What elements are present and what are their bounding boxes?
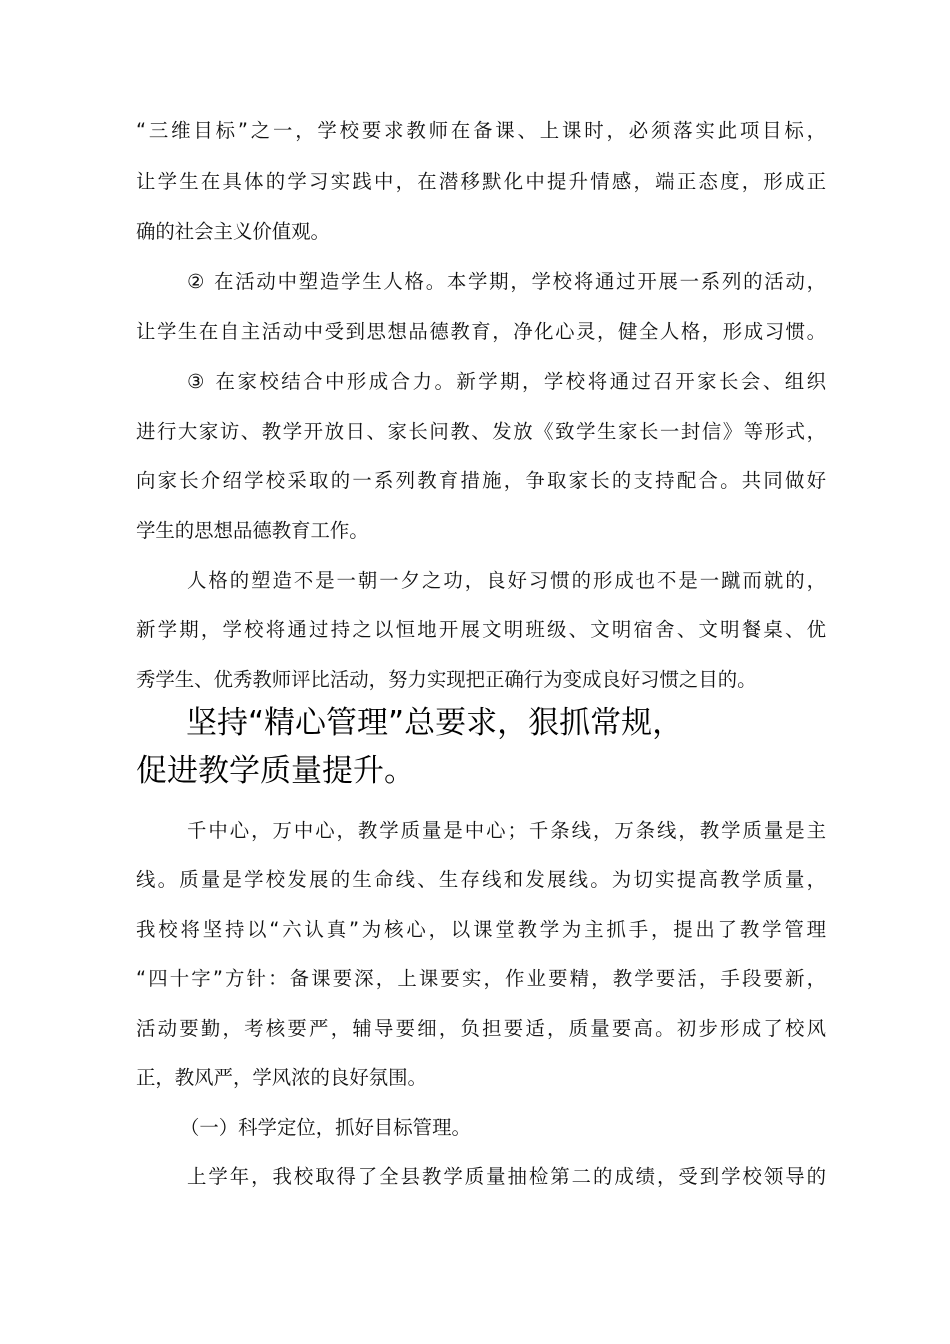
- paragraph-line: 学生的思想品德教育工作。: [136, 519, 369, 542]
- paragraph-line: 上学年，我校取得了全县教学质量抽检第二的成绩，受到学校领导的: [187, 1165, 826, 1188]
- paragraph-line: 线。质量是学校发展的生命线、生存线和发展线。为切实提高教学质量，: [136, 868, 826, 891]
- paragraph-line: 活动要勤，考核要严，辅导要细，负担要适，质量要高。初步形成了校风: [136, 1017, 826, 1040]
- paragraph-line: ③ 在家校结合中形成合力。新学期，学校将通过召开家长会、组织: [187, 370, 826, 393]
- paragraph-line: 秀学生、优秀教师评比活动，努力实现把正确行为变成良好习惯之目的。: [136, 668, 757, 691]
- section-heading-line-1: 坚持“精心管理”总要求，狠抓常规，: [186, 705, 684, 741]
- paragraph-line: 确的社会主义价值观。: [136, 220, 330, 243]
- paragraph-line: 我校将坚持以“六认真”为核心，以课堂教学为主抓手，提出了教学管理: [136, 918, 826, 941]
- paragraph-line: 人格的塑造不是一朝一夕之功，良好习惯的形成也不是一蹴而就的，: [187, 569, 826, 592]
- paragraph-line: 向家长介绍学校采取的一系列教育措施，争取家长的支持配合。共同做好: [136, 469, 826, 492]
- subsection-title: （一）科学定位，抓好目标管理。: [180, 1116, 471, 1139]
- paragraph-line: “四十字”方针：备课要深，上课要实，作业要精，教学要活，手段要新，: [136, 967, 826, 990]
- paragraph-line: ② 在活动中塑造学生人格。本学期，学校将通过开展一系列的活动，: [187, 270, 826, 293]
- paragraph-line: 正，教风严，学风浓的良好氛围。: [136, 1066, 427, 1089]
- paragraph-line: 千中心，万中心，教学质量是中心；千条线，万条线，教学质量是主: [187, 819, 826, 842]
- section-heading-line-2: 促进教学质量提升。: [136, 753, 415, 789]
- paragraph-line: 进行大家访、教学开放日、家长问教、发放《致学生家长一封信》等形式，: [136, 420, 826, 443]
- paragraph-line: 新学期，学校将通过持之以恒地开展文明班级、文明宿舍、文明餐桌、优: [136, 618, 826, 641]
- paragraph-line: “三维目标”之一，学校要求教师在备课、上课时，必须落实此项目标，: [136, 119, 826, 142]
- paragraph-line: 让学生在自主活动中受到思想品德教育，净化心灵，健全人格，形成习惯。: [136, 320, 826, 343]
- paragraph-line: 让学生在具体的学习实践中，在潜移默化中提升情感，端正态度，形成正: [136, 170, 826, 193]
